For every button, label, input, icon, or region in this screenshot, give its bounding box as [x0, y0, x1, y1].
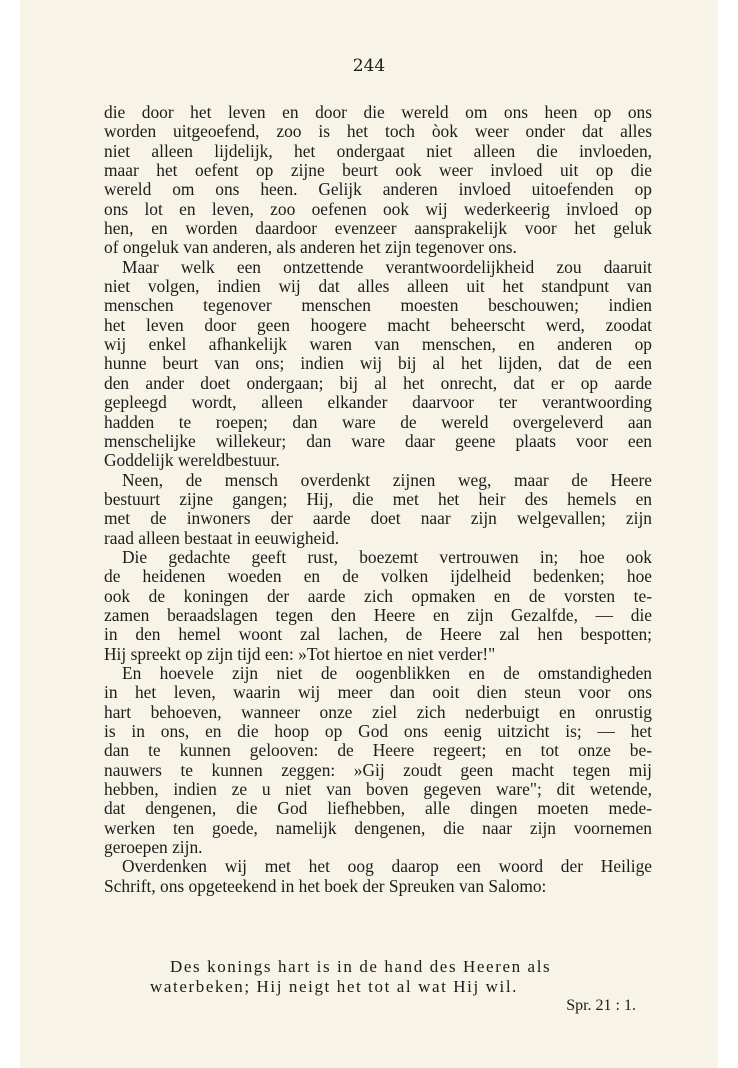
text-line: menschelijke willekeur; dan ware daar geene plaats voor een — [104, 430, 652, 451]
text-line: Schrift, ons opgeteekend in het boek der Spreuken van Salomo: — [104, 875, 547, 896]
text-line: ook de koningen der aarde zich opmaken en de vorsten te- — [104, 585, 652, 606]
text-line: dat dengenen, die God liefhebben, alle dingen moeten mede- — [104, 798, 652, 819]
text-line: ons lot en leven, zoo oefenen ook wij wederkeerig invloed op — [104, 198, 652, 219]
text-line: Goddelijk wereldbestuur. — [104, 450, 280, 471]
text-line: den ander doet ondergaan; bij al het onrecht, dat er op aarde — [104, 372, 652, 393]
paragraph — [104, 857, 652, 896]
text-line: Maar welk een ontzettende verantwoordelijkheid zou daaruit — [122, 256, 652, 277]
paragraph — [104, 103, 652, 258]
text-line: worden uitgeoefend, zoo is het toch òok weer onder dat alles — [104, 121, 652, 142]
text-line: niet volgen, indien wij dat alles alleen uit het standpunt van — [104, 276, 652, 297]
text-line: in het leven, waarin wij meer dan ooit dien steun voor ons — [104, 682, 652, 703]
text-line: zamen beraadslagen tegen den Heere en zijn Gezalfde, — die — [104, 604, 652, 625]
paragraph — [104, 548, 652, 664]
text-line: werken ten goede, namelijk dengenen, die naar zijn voornemen — [104, 817, 652, 838]
quote-line-2: waterbeken; Hij neigt het tot al wat Hij wil. — [150, 977, 519, 996]
text-line: En hoevele zijn niet de oogenblikken en de omstandigheden — [122, 662, 652, 683]
text-line: het leven door geen hoogere macht beheerscht werd, zoodat — [104, 314, 652, 335]
text-line: maar het oefent op zijne beurt ook weer invloed uit op die — [104, 160, 652, 181]
text-line: Hij spreekt op zijn tijd een: »Tot hiertoe en niet verder!" — [104, 643, 496, 664]
paragraph — [104, 664, 652, 857]
text-line: hebben, indien ze u niet van boven gegeven ware"; dit wetende, — [104, 779, 652, 800]
text-line: met de inwoners der aarde doet naar zijn welgevallen; zijn — [104, 508, 652, 529]
text-line: hen, en worden daardoor evenzeer aansprakelijk voor het geluk — [104, 218, 652, 239]
text-line: die door het leven en door die wereld om ons heen op ons — [104, 102, 652, 122]
text-line: dan te kunnen gelooven: de Heere regeert; en tot onze be- — [104, 740, 652, 761]
text-line: hunne beurt van ons; indien wij bij al het lijden, dat de een — [104, 353, 652, 374]
paragraph — [104, 471, 652, 548]
text-line: is in ons, en die hoop op God ons eenig uitzicht is; — het — [104, 721, 652, 741]
text-line: Overdenken wij met het oog daarop een woord der Heilige — [122, 856, 652, 877]
text-line: niet alleen lijdelijk, het ondergaat niet alleen die invloeden, — [104, 140, 652, 161]
text-line: Neen, de mensch overdenkt zijnen weg, maar de Heere — [122, 469, 652, 490]
text-line: de heidenen woeden en de volken ijdelheid bedenken; hoe — [104, 566, 652, 587]
text-line: bestuurt zijne gangen; Hij, die met het heir des hemels en — [104, 488, 652, 509]
text-line: hadden te roepen; dan ware de wereld overgeleverd aan — [104, 411, 652, 432]
text-line: wij enkel afhankelijk waren van menschen, en anderen op — [104, 334, 652, 355]
text-line: hart behoeven, wanneer onze ziel zich nederbuigt en onrustig — [104, 701, 652, 722]
text-line: raad alleen bestaat in eeuwigheid. — [104, 527, 340, 548]
text-line: menschen tegenover menschen moesten beschouwen; indien — [104, 295, 652, 316]
paragraph — [104, 258, 652, 471]
quote-citation: Spr. 21 : 1. — [566, 997, 636, 1014]
text-line: geroepen zijn. — [104, 837, 203, 858]
text-line: in den hemel woont zal lachen, de Heere zal hen bespotten; — [104, 624, 652, 645]
text-line: gepleegd wordt, alleen elkander daarvoor ter verantwoording — [104, 392, 652, 413]
body-text — [104, 103, 652, 896]
text-line: Die gedachte geeft rust, boezemt vertrouwen in; hoe ook — [122, 546, 652, 567]
text-line: of ongeluk van anderen, als anderen het zijn tegenover ons. — [104, 237, 517, 258]
quote-line-1: Des konings hart is in de hand des Heeren als — [170, 957, 552, 976]
text-line: wereld om ons heen. Gelijk anderen invloed uitoefenden op — [104, 179, 652, 200]
page-number: 244 — [352, 56, 386, 76]
text-line: nauwers te kunnen zeggen: »Gij zoudt geen macht tegen mij — [104, 759, 652, 780]
scripture-quote — [150, 957, 652, 997]
